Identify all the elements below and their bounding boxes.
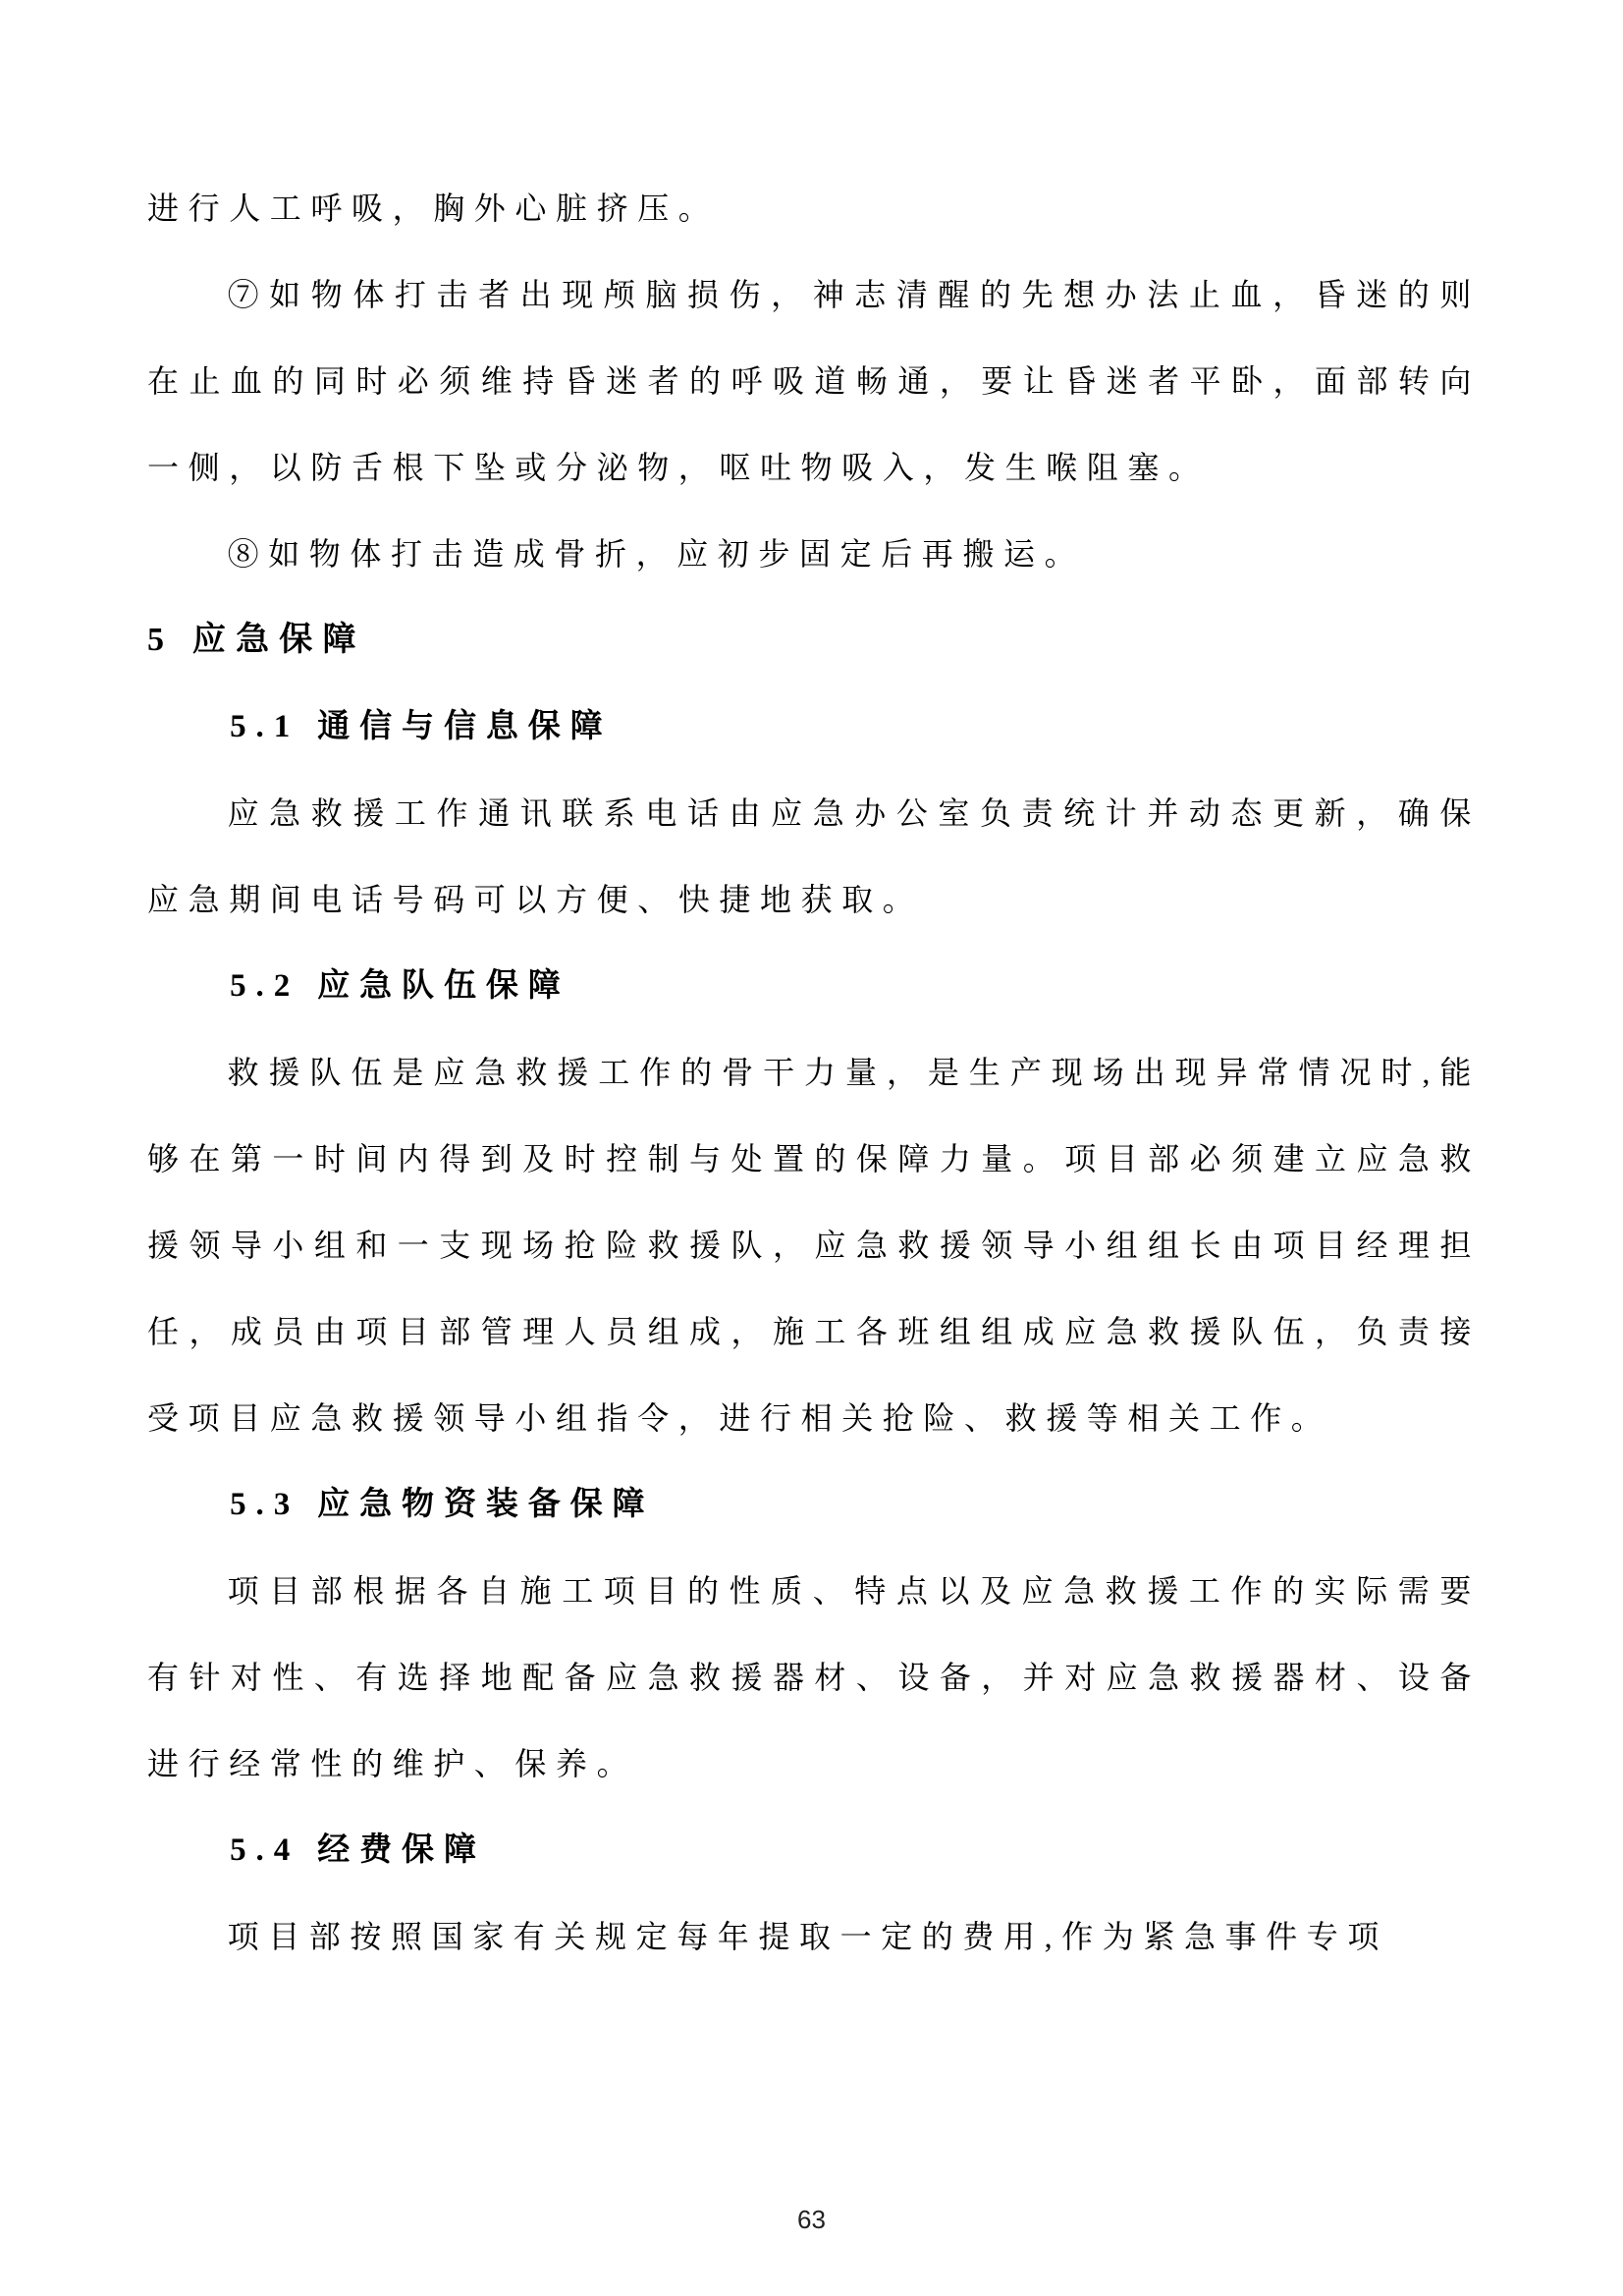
page-number: 63 [797,2205,826,2234]
section-heading: 5 应急保障 [147,622,366,658]
paragraph: 救援队伍是应急救援工作的骨干力量，是生产现场出现异常情况时,能够在第一时间内得到及时控制与处置的保障力量。项目部必须建立应急救援领导小组和一支现场抢险救援队，应急救援领导小组组长由项目经理担任，成员由项目部管理人员组成，施工各班组组成应急救援队伍，负责接受项目应急救援领导小组指令，进行相关抢险、救援等相关工作。 [147,1055,1481,1436]
subsection-heading: 5.3 应急物资装备保障 [230,1487,655,1522]
paragraph: 进行人工呼吸，胸外心脏挤压。 [147,191,720,226]
paragraph: 项目部按照国家有关规定每年提取一定的费用,作为紧急事件专项 [227,1919,1388,1954]
paragraph: ⑧如物体打击造成骨折，应初步固定后再搬运。 [227,536,1086,572]
document-content [147,165,1481,1980]
paragraph: 应急救援工作通讯联系电话由应急办公室负责统计并动态更新，确保应急期间电话号码可以方便、快捷地获取。 [147,795,1481,917]
subsection-heading: 5.2 应急队伍保障 [230,968,570,1004]
subsection-heading: 5.4 经费保障 [230,1832,486,1868]
paragraph: 项目部根据各自施工项目的性质、特点以及应急救援工作的实际需要有针对性、有选择地配备应急救援器材、设备，并对应急救援器材、设备进行经常性的维护、保养。 [147,1573,1481,1781]
paragraph: ⑦如物体打击者出现颅脑损伤，神志清醒的先想办法止血，昏迷的则在止血的同时必须维持昏迷者的呼吸道畅通，要让昏迷者平卧，面部转向一侧，以防舌根下坠或分泌物，呕吐物吸入，发生喉阻塞。 [147,277,1481,485]
subsection-heading: 5.1 通信与信息保障 [230,709,613,744]
